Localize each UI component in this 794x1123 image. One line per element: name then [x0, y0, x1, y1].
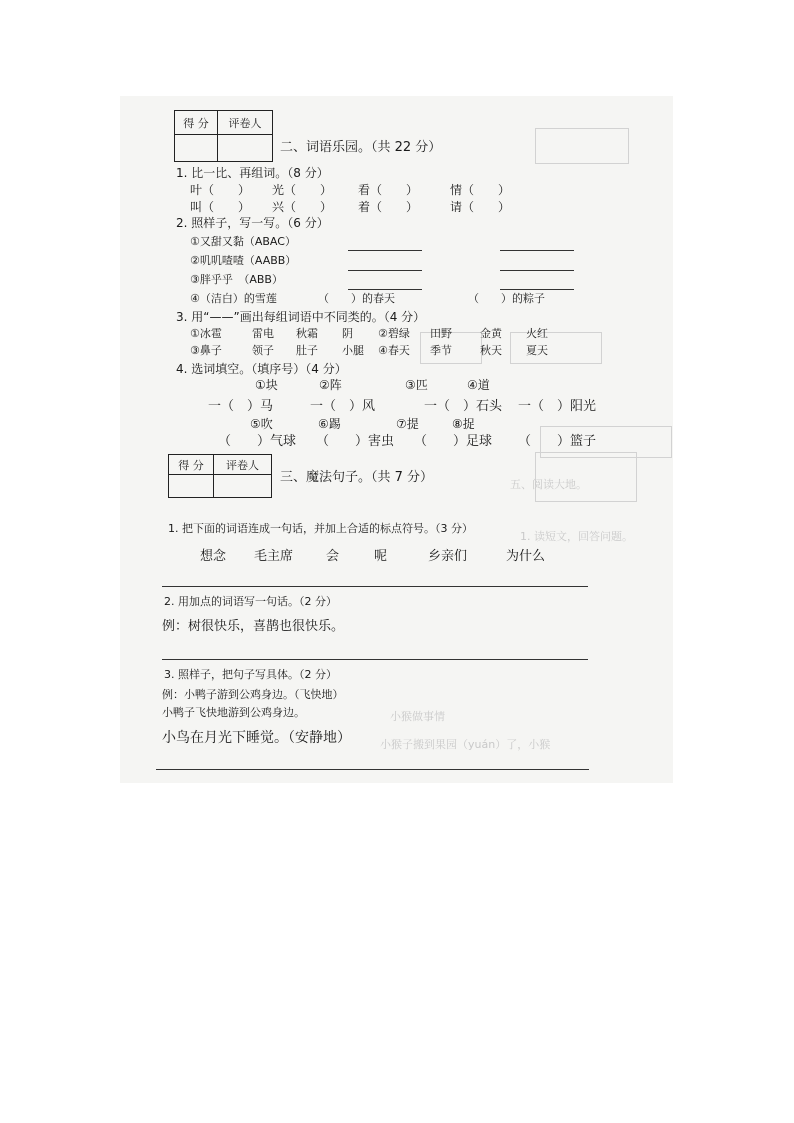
s3-q3-example-2: 小鸭子飞快地游到公鸡身边。	[162, 706, 305, 719]
s3-q1-word: 毛主席	[254, 549, 294, 564]
q4-option: ④道	[467, 378, 490, 392]
s3-q1-word: 想念	[200, 549, 227, 564]
scanned-exam-page	[120, 96, 673, 783]
q3-word[interactable]: 金黄	[480, 327, 502, 340]
answer-line[interactable]	[500, 289, 574, 290]
q1-title: 1. 比一比、再组词。（8 分）	[176, 166, 329, 180]
s3-q3-answer-line[interactable]	[156, 769, 589, 770]
answer-line[interactable]	[348, 270, 422, 271]
q3-word[interactable]: ②碧绿	[378, 327, 410, 340]
q1-cell[interactable]: 叫（ ）	[190, 200, 251, 214]
grader-label: 评卷人	[214, 455, 272, 475]
q1-cell[interactable]: 兴（ ）	[272, 200, 333, 214]
q4-option: ⑥踢	[318, 417, 341, 431]
ghost-text-1: 五、阅读大地。	[510, 478, 587, 491]
q4-option: ②阵	[319, 378, 342, 392]
q3-word[interactable]: 夏天	[526, 344, 548, 357]
q3-row1	[190, 327, 548, 341]
s3-q3-task: 小鸟在月光下睡觉。（安静地）	[162, 730, 351, 746]
q1-cell[interactable]: 看（ ）	[358, 183, 419, 197]
answer-line[interactable]	[348, 289, 422, 290]
q4-blank[interactable]: （ ）足球	[414, 434, 493, 449]
score-label: 得 分	[169, 455, 214, 475]
s3-q2-example: 例：树很快乐，喜鹊也很快乐。	[162, 619, 345, 634]
q1-cell[interactable]: 情（ ）	[450, 183, 511, 197]
q3-word[interactable]: 肚子	[296, 344, 318, 357]
q2-item: ③胖乎乎 （ABB）	[190, 273, 283, 286]
q4-options2	[250, 417, 475, 432]
s3-q1-word: 会	[326, 549, 340, 564]
grader-cell[interactable]	[214, 475, 272, 498]
q3-word[interactable]: ①冰雹	[190, 327, 222, 340]
q3-word[interactable]: 领子	[252, 344, 274, 357]
q4-option: ⑧捉	[452, 417, 475, 431]
q3-word[interactable]: 阴	[342, 327, 353, 340]
s3-q1-word: 呢	[374, 549, 388, 564]
s3-q3-title: 3. 照样子，把句子写具体。（2 分）	[164, 668, 337, 681]
q2-item4-blank[interactable]: （ ）的春天	[318, 292, 395, 305]
q2-item4	[190, 292, 545, 306]
q4-option: ⑦提	[396, 417, 419, 431]
q4-blanks2	[218, 433, 596, 450]
section3-title: 三、魔法句子。（共 7 分）	[280, 470, 434, 485]
q1-row2	[190, 200, 510, 215]
q1-cell[interactable]: 着（ ）	[358, 200, 419, 214]
s3-q2-title: 2. 用加点的词语写一句话。（2 分）	[164, 595, 337, 608]
s3-q1-title: 1. 把下面的词语连成一句话，并加上合适的标点符号。（3 分）	[168, 522, 473, 535]
q4-blank[interactable]: 一（ ）石头	[424, 399, 503, 414]
q4-option: ①块	[255, 378, 278, 392]
q3-word[interactable]: 火红	[526, 327, 548, 340]
q3-word[interactable]: 小腿	[342, 344, 364, 357]
q2-item: ②叽叽喳喳（AABB）	[190, 254, 297, 267]
answer-line[interactable]	[348, 250, 422, 251]
ghost-score-box-top	[535, 128, 629, 164]
q3-word[interactable]: 秋天	[480, 344, 502, 357]
s3-q1-answer-line[interactable]	[162, 586, 588, 587]
q1-cell[interactable]: 叶（ ）	[190, 183, 251, 197]
q3-word[interactable]: 季节	[430, 344, 452, 357]
q4-title: 4. 选词填空。（填序号）（4 分）	[176, 362, 347, 376]
score-cell[interactable]	[169, 475, 214, 498]
q4-options1	[255, 378, 490, 393]
score-box-section3	[168, 454, 272, 498]
s3-q1-word: 乡亲们	[428, 549, 468, 564]
ghost-text-2: 1. 读短文，回答问题。	[520, 530, 633, 543]
score-box-section2	[174, 110, 273, 162]
q1-cell[interactable]: 光（ ）	[272, 183, 333, 197]
q2-item4-blank[interactable]: （ ）的粽子	[468, 292, 545, 305]
q4-blank[interactable]: （ ）气球	[218, 434, 297, 449]
s3-q1-words	[200, 548, 545, 565]
q4-blank[interactable]: 一（ ）风	[310, 399, 376, 414]
s3-q2-answer-line[interactable]	[162, 659, 588, 660]
q3-word[interactable]: 雷电	[252, 327, 274, 340]
s3-q1-word: 为什么	[506, 549, 546, 564]
q2-title: 2. 照样子，写一写。（6 分）	[176, 216, 329, 230]
q3-word[interactable]: ④春天	[378, 344, 410, 357]
ghost-text-4: 小猴子搬到果园（yuán）了，小猴	[380, 738, 551, 751]
q4-blanks1	[208, 398, 596, 415]
section2-title: 二、词语乐园。（共 22 分）	[280, 140, 442, 155]
s3-q3-example-1: 例：小鸭子游到公鸡身边。（飞快地）	[162, 688, 344, 701]
q4-blank[interactable]: 一（ ）阳光	[518, 399, 597, 414]
grader-cell[interactable]	[217, 135, 272, 162]
answer-line[interactable]	[500, 270, 574, 271]
score-cell[interactable]	[175, 135, 218, 162]
q1-cell[interactable]: 请（ ）	[450, 200, 511, 214]
q3-row2	[190, 344, 548, 358]
q4-option: ⑤吹	[250, 417, 273, 431]
q3-word[interactable]: ③鼻子	[190, 344, 222, 357]
q4-blank[interactable]: 一（ ）马	[208, 399, 274, 414]
q3-word[interactable]: 秋霜	[296, 327, 318, 340]
q2-item: ①又甜又黏（ABAC）	[190, 235, 296, 248]
q1-row1	[190, 183, 510, 198]
q4-option: ③匹	[405, 378, 428, 392]
score-label: 得 分	[175, 111, 218, 135]
answer-line[interactable]	[500, 250, 574, 251]
q3-title: 3. 用“——”画出每组词语中不同类的。（4 分）	[176, 310, 426, 324]
q4-blank[interactable]: （ ）篮子	[518, 434, 597, 449]
grader-label: 评卷人	[217, 111, 272, 135]
q4-blank[interactable]: （ ）害虫	[316, 434, 395, 449]
ghost-text-3: 小猴做事情	[390, 710, 445, 723]
q2-item4-example: ④（洁白）的雪莲	[190, 292, 277, 305]
q3-word[interactable]: 田野	[430, 327, 452, 340]
